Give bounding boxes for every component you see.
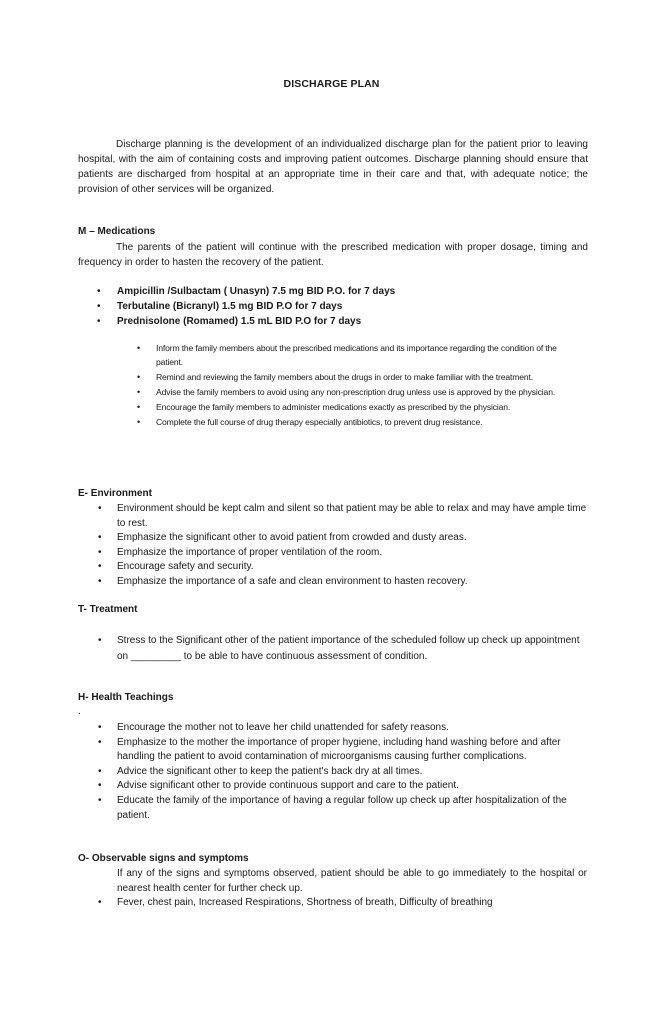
bullet: • bbox=[98, 561, 102, 573]
bullet: • bbox=[137, 416, 141, 427]
list-item: • Emphasize to the mother the importance of proper hygiene, including hand washing before and after handling the patient to avoid contamination of microorganisms causing further complications. bbox=[98, 736, 561, 763]
list-item: • Advise significant other to provide continuous support and care to the patient. bbox=[117, 779, 589, 794]
medication-notes-list bbox=[137, 342, 576, 431]
bullet: • bbox=[137, 401, 141, 412]
list-item: • Educate the family of the importance of having a regular follow up check up after hospitalization of the patient. bbox=[98, 794, 567, 821]
observable-signs-list bbox=[98, 896, 587, 911]
bullet: • bbox=[98, 546, 102, 558]
environment-heading: E- Environment bbox=[78, 488, 152, 499]
list-item: • Inform the family members about the prescribed medications and its importance regarding the condition of the patient. bbox=[137, 343, 557, 367]
observable-signs-text: If any of the signs and symptoms observed, patient should be able to go immediately to the hospital or nearest health center for further check up. bbox=[117, 868, 587, 894]
list-item: • Complete the full course of drug therapy especially antibiotics, to prevent drug resistance. bbox=[156, 416, 576, 430]
list-item: • Emphasize the importance of a safe and clean environment to hasten recovery. bbox=[117, 575, 587, 590]
drug-item: • Prednisolone (Romamed) 1.5 mL BID P.O for 7 days bbox=[97, 316, 362, 327]
bullet: • bbox=[98, 897, 102, 908]
drug-list bbox=[97, 284, 597, 329]
medications-heading: M – Medications bbox=[78, 226, 156, 237]
bullet: • bbox=[98, 736, 102, 748]
bullet: • bbox=[98, 794, 102, 806]
health-teachings-heading: H- Health Teachings bbox=[78, 692, 174, 703]
bullet: • bbox=[98, 503, 102, 514]
bullet: • bbox=[98, 532, 102, 544]
list-item: • Environment should be kept calm and silent so that patient may be able to relax and may have ample time to rest. bbox=[98, 503, 587, 529]
list-item: • Advice the significant other to keep the patient's back dry at all times. bbox=[117, 765, 589, 780]
list-item: • Emphasize the significant other to avoid patient from crowded and dusty areas. bbox=[117, 531, 587, 546]
bullet: • bbox=[98, 635, 102, 646]
intro-paragraph: Discharge planning is the development of an individualized discharge plan for the patient prior to leaving hospital, with the aim of containing costs and improving patient outcomes. Discharge planning should ensure that patients are discharged from hospital at an appropriate time in their care and that, with adequate notice; the provision of other services will be organized. bbox=[78, 139, 588, 195]
list-item: • Encourage the family members to administer medications exactly as prescribed by the physician. bbox=[156, 401, 576, 415]
list-item: • Stress to the Significant other of the patient importance of the scheduled follow up check up appointment on _________ to be able to have continuous assessment of condition. bbox=[98, 635, 580, 662]
bullet: • bbox=[97, 286, 101, 297]
bullet: • bbox=[97, 316, 101, 327]
bullet: • bbox=[98, 780, 102, 792]
treatment-heading: T- Treatment bbox=[78, 604, 138, 615]
bullet: • bbox=[137, 343, 141, 353]
medications-text: The parents of the patient will continue with the prescribed medication with proper dosage, timing and frequency in order to hasten the recovery of the patient. bbox=[78, 242, 588, 268]
bullet: • bbox=[137, 371, 141, 382]
list-item: • Encourage the mother not to leave her child unattended for safety reasons. bbox=[117, 721, 589, 736]
list-item: • Remind and reviewing the family members about the drugs in order to make familiar with the treatment. bbox=[156, 371, 576, 385]
bullet: • bbox=[98, 765, 102, 777]
health-teachings-list bbox=[98, 721, 589, 823]
observable-signs-heading: O- Observable signs and symptoms bbox=[78, 853, 249, 864]
page-title: DISCHARGE PLAN bbox=[283, 78, 380, 90]
bullet: • bbox=[98, 722, 102, 733]
drug-item: • Ampicillin /Sulbactam ( Unasyn) 7.5 mg BID P.O. for 7 days bbox=[97, 286, 396, 297]
stray-period: . bbox=[78, 706, 81, 717]
treatment-list bbox=[98, 633, 587, 664]
list-item: • Advise the family members to avoid using any non-prescription drug unless use is approved by the physician. bbox=[156, 386, 576, 400]
list-item: • Encourage safety and security. bbox=[117, 560, 587, 575]
bullet: • bbox=[137, 386, 141, 397]
list-item: • Fever, chest pain, Increased Respirations, Shortness of breath, Difficulty of breathing bbox=[117, 896, 587, 911]
bullet: • bbox=[97, 301, 101, 312]
environment-list bbox=[98, 502, 587, 590]
drug-item: • Terbutaline (Bicranyl) 1.5 mg BID P.O for 7 days bbox=[97, 301, 343, 312]
list-item: • Emphasize the importance of proper ventilation of the room. bbox=[117, 546, 587, 561]
bullet: • bbox=[98, 575, 102, 587]
